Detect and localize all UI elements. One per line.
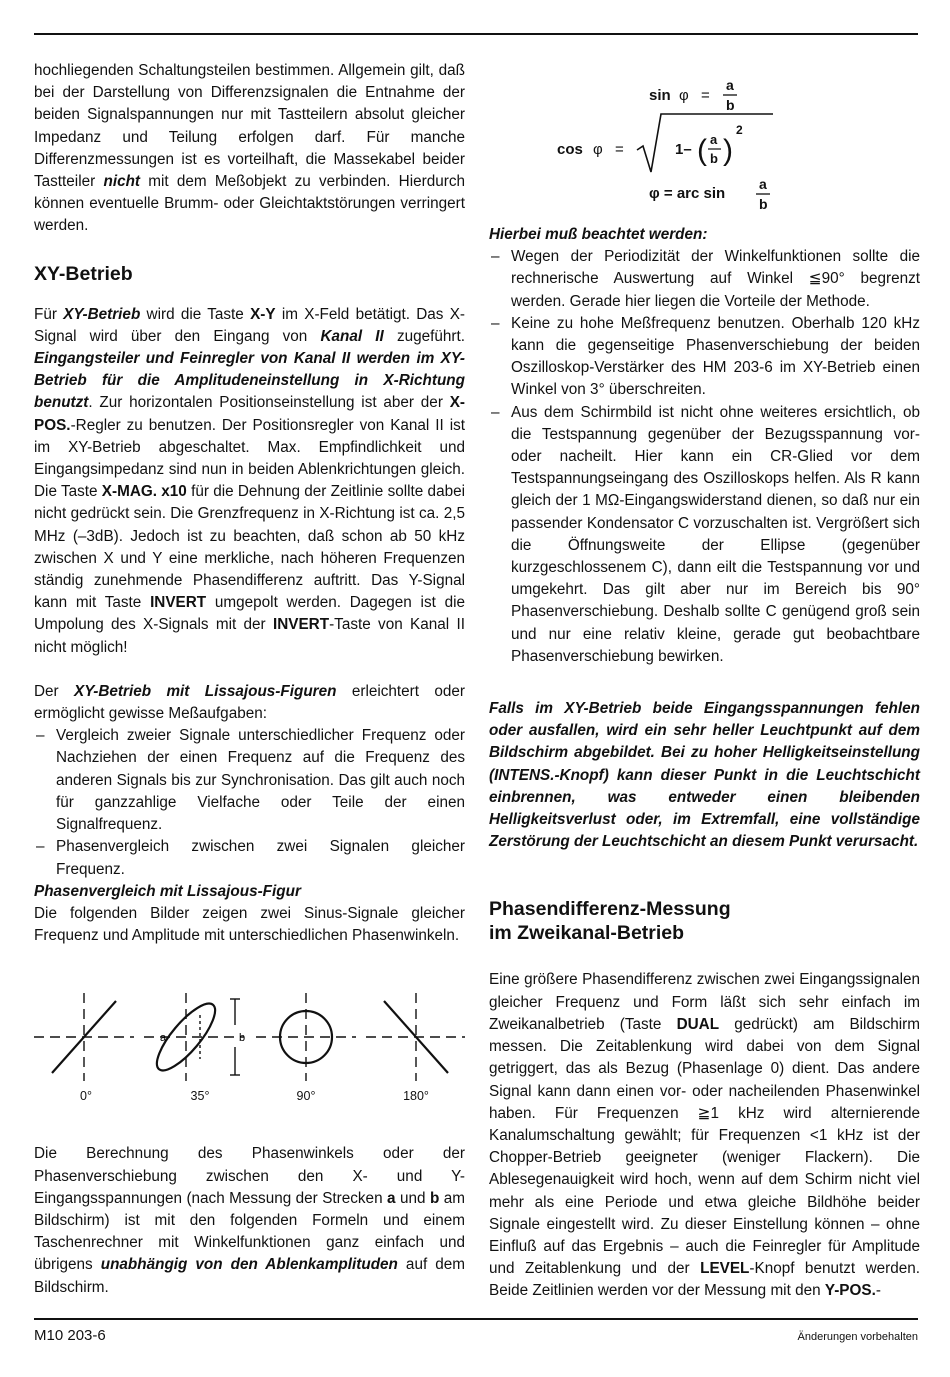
footer-note: Änderungen vorbehalten [797, 1331, 918, 1343]
right-column [489, 72, 920, 1303]
figure-label: 180° [403, 1089, 429, 1104]
svg-text:φ = arc sin: φ = arc sin [649, 185, 726, 202]
svg-text:a: a [710, 132, 718, 147]
svg-text:φ: φ [679, 87, 689, 104]
list-item: – Wegen der Periodizität der Winkelfunktionen sollte die rechnerische Auswertung auf Winkel ≦90° begrenzt werden. Gerade hier liegen die Vorteile der Methode. [489, 246, 920, 313]
svg-text:φ: φ [593, 141, 603, 158]
list-item: – Keine zu hohe Meßfrequenz benutzen. Oberhalb 120 kHz kann die gegenseitige Phasenverschiebung der beiden Oszilloskop-Verstärker des HM 203-6 im XY-Betrieb einen Winkel von 3° überschreiten. [489, 313, 920, 402]
xy-heading: XY-Betrieb [34, 262, 133, 285]
fig-letter-b: b [239, 1032, 246, 1045]
svg-text:=: = [701, 87, 710, 104]
figure-label: 90° [296, 1089, 316, 1104]
lissajous-figures [34, 987, 465, 1104]
phase-paragraph: Die folgenden Bilder zeigen zwei Sinus-Signale gleicher Frequenz und Amplitude mit unterschiedlichen Phasenwinkeln. [34, 904, 465, 945]
phase-subheading: Phasenvergleich mit Lissajous-Figur [34, 882, 301, 900]
lissajous-paragraph: Der XY-Betrieb mit Lissajous-Figuren erleichtert oder ermöglicht gewisse Meßaufgaben: [34, 682, 465, 723]
lissajous-list [34, 725, 465, 880]
top-rule [34, 33, 918, 35]
list-item: – Vergleich zweier Signale unterschiedlicher Frequenz oder Nachziehen der einen Frequenz auf die Frequenz des anderen Signals bis zur Synchronisation. Das gilt auch noch für ganzzahlige Vielfache oder Teile der einen Signalfrequenz. [34, 725, 465, 836]
list-item: – Aus dem Schirmbild ist nicht ohne weiteres ersichtlich, ob die Testspannung gegenüber der Bezugsspannung vor- oder nacheilt. Hier kann ein CR-Glied vor dem Testspannungseingang des Oszilloskops helfen. Als R kann gleich der 1 MΩ-Eingangswiderstand dienen, so daß nur ein passender Kondensator C vorzuschalten ist. Vergrößert sich die Öffnungsweite der Ellipse (gegenüber kurzgeschlossenem C), dann eilt die Testspannung vor und umgekehrt. Das gilt aber nur im Bereich bis 90° Phasenverschiebung. Deshalb sollte C genügend groß sein und nur eine relativ kleine, gerade gut beobachtbare Phasenverschiebung bewirken. [489, 402, 920, 668]
phase-difference-paragraph: Eine größere Phasendifferenz zwischen zwei Eingangssignalen gleicher Frequenz und Form läßt sich sehr einfach im Zweikanalbetrieb (Taste DUAL gedrückt) am Bildschirm messen. Die Zeitablenkung wird dabei von dem Signal getriggert, das als Bezug (Phasenlage 0) dient. Das andere Signal kann dann einen vor- oder nacheilenden Phasenwinkel haben. Für Frequenzen ≧1 kHz wird alternierende Kanalumschaltung gewählt; für Frequenzen <1 kHz ist der Chopper-Betrieb geeigneter (weniger Flackern). Die Ablesegenauigkeit wird hoch, wenn auf dem Schirm nicht viel mehr als eine Periode und etwa gleiche Bildhöhe beider Signale eingestellt wird. Zu dieser Einstellung können – ohne Einfluß auf das Ergebnis – auch die Feinregler für Amplitude und Zeitablenkung und der LEVEL-Knopf benutzt werden. Beide Zeitlinien werden vor der Messung mit den Y-POS.- [489, 971, 921, 1300]
notes-subheading: Hierbei muß beachtet werden: [489, 226, 708, 243]
svg-text:b: b [726, 97, 735, 113]
left-column [34, 60, 465, 1299]
svg-text:a: a [759, 176, 767, 192]
list-item: – Phasenvergleich zwischen zwei Signalen gleicher Frequenz. [34, 836, 465, 880]
phase-formulas [489, 72, 920, 224]
warning-paragraph: Falls im XY-Betrieb beide Eingangsspannungen fehlen oder ausfallen, wird ein sehr heller Leuchtpunkt auf dem Bildschirm abgebildet. Bei zu hoher Helligkeitseinstellung (INTENS.-Knopf) kann dieser Punkt in die Leuchtschicht einbrennen, was entweder einen bleibenden Helligkeitsverlust oder, im Extremfall, eine vollständige Zerstörung der Leuchtschicht an diesem Punkt verursacht. [489, 700, 920, 851]
figure-label: 0° [80, 1089, 92, 1104]
fig-letter-a: a [160, 1032, 167, 1045]
svg-text:b: b [710, 151, 718, 166]
svg-text:b: b [759, 196, 768, 212]
svg-text:): ) [723, 134, 733, 167]
footer-model: M10 203-6 [34, 1327, 106, 1344]
bottom-rule [34, 1318, 918, 1320]
svg-text:(: ( [697, 134, 707, 167]
formula-graphic [489, 72, 920, 222]
svg-text:a: a [726, 77, 734, 93]
svg-text:2: 2 [736, 123, 743, 137]
phase-difference-heading: Phasendifferenz-Messung im Zweikanal-Betrieb [489, 898, 731, 945]
xy-paragraph: Für XY-Betrieb wird die Taste X-Y im X-Feld betätigt. Das X-Signal wird über den Eingang von Kanal II zugeführt. Eingangsteiler und Feinregler von Kanal II werden im XY-Betrieb für die Amplitudeneinstellung in X-Richtung benutzt. Zur horizontalen Positionseinstellung ist aber der X-POS.-Regler zu benutzen. Der Positionsregler von Kanal II ist im XY-Betrieb abgeschaltet. Max. Empfindlichkeit und Eingangsimpedanz sind nun in beiden Ablenkrichtungen gleich. Die Taste X-MAG. x10 für die Dehnung der Zeitlinie sollte dabei nicht gedrückt sein. Die Grenzfrequenz in X-Richtung ist ca. 2,5 MHz (–3dB). Jedoch ist zu beachten, daß schon ab 50 kHz zwischen X und Y eine merkliche, nach höheren Frequenzen ständig zunehmende Phasendifferenz auftritt. Das Y-Signal kann mit Taste INVERT umgepolt werden. Dagegen ist die Umpolung des X-Signals mit der INVERT-Taste von Kanal II nicht möglich! [34, 305, 466, 656]
figure-label: 35° [190, 1089, 210, 1104]
intro-paragraph: hochliegenden Schaltungsteilen bestimmen. Allgemein gilt, daß bei der Darstellung von Differenzsignalen die Entnahme der beiden Signalspannungen nur mit Tastteilern absolut gleicher Impedanz und Teilung erfolgen darf. Für manche Differenzmessungen ist es vorteilhaft, die Massekabel beider Tastteiler nicht mit dem Meßobjekt zu verbinden. Hierdurch können eventuelle Brumm- oder Gleichtaktstörungen verringert werden. [34, 62, 465, 235]
svg-text:sin: sin [649, 87, 671, 104]
notes-list [489, 246, 920, 668]
calculation-paragraph: Die Berechnung des Phasenwinkels oder der Phasenverschiebung zwischen den X- und Y-Eingangsspannungen (nach Messung der Strecken a und b am Bildschirm) ist mit den folgenden Formeln und einem Taschenrechner mit Winkelfunktionen ganz einfach und übrigens unabhängig von den Ablenkamplituden auf dem Bildschirm. [34, 1145, 466, 1296]
svg-text:=: = [615, 141, 624, 158]
lissajous-diagram [34, 987, 465, 1087]
svg-text:cos: cos [557, 141, 583, 158]
svg-text:1–: 1– [675, 141, 692, 158]
